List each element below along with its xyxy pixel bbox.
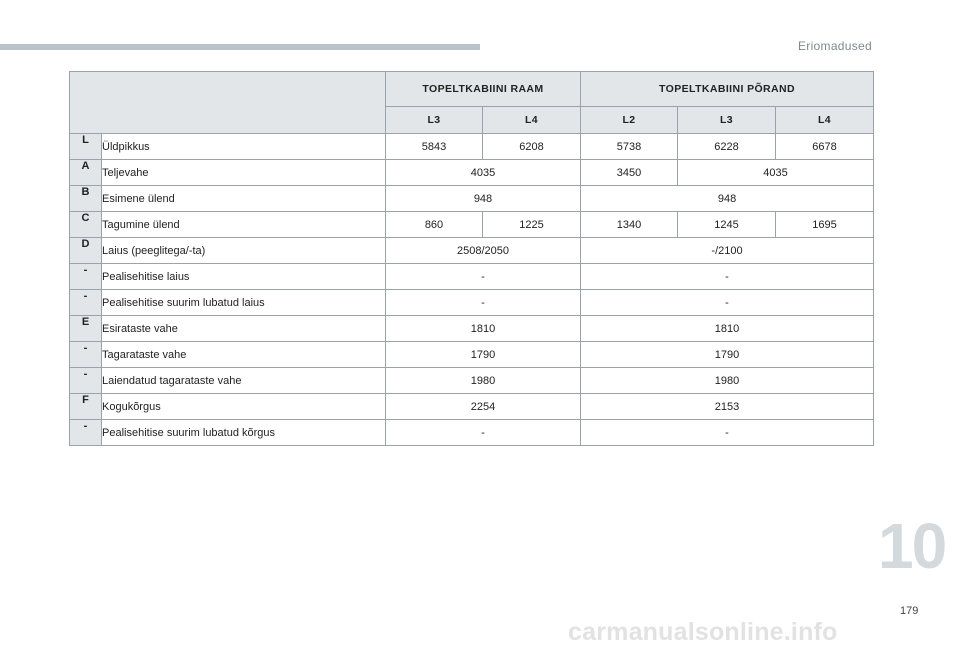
row-letter: D bbox=[70, 238, 102, 264]
table-cell: - bbox=[581, 264, 874, 290]
page-number: 179 bbox=[900, 605, 919, 617]
table-cell: 1225 bbox=[483, 212, 581, 238]
sub-header: L3 bbox=[386, 107, 483, 134]
row-letter: - bbox=[70, 342, 102, 368]
table-cell: 1810 bbox=[386, 316, 581, 342]
table-row bbox=[70, 160, 874, 186]
table-cell: -/2100 bbox=[581, 238, 874, 264]
sub-header: L4 bbox=[483, 107, 581, 134]
row-label: Pealisehitise suurim lubatud kõrgus bbox=[102, 420, 386, 446]
table-cell: 1790 bbox=[386, 342, 581, 368]
row-letter: - bbox=[70, 264, 102, 290]
table-cell: 4035 bbox=[678, 160, 874, 186]
table-row bbox=[70, 264, 874, 290]
table-cell: 1340 bbox=[581, 212, 678, 238]
table-cell: 2508/2050 bbox=[386, 238, 581, 264]
sub-header: L3 bbox=[678, 107, 776, 134]
table-row bbox=[70, 290, 874, 316]
row-label: Üldpikkus bbox=[102, 134, 386, 160]
table-cell: 860 bbox=[386, 212, 483, 238]
table-row bbox=[70, 186, 874, 212]
table-cell: 5843 bbox=[386, 134, 483, 160]
row-letter: E bbox=[70, 316, 102, 342]
table-row bbox=[70, 342, 874, 368]
row-letter: - bbox=[70, 290, 102, 316]
table-cell: 1245 bbox=[678, 212, 776, 238]
row-label: Laiendatud tagarataste vahe bbox=[102, 368, 386, 394]
chapter-number: 10 bbox=[878, 510, 946, 582]
row-letter: B bbox=[70, 186, 102, 212]
dimensions-table bbox=[69, 71, 874, 446]
sub-header: L4 bbox=[776, 107, 874, 134]
watermark-text: carmanualsonline.info bbox=[568, 618, 838, 646]
table-corner bbox=[70, 72, 386, 134]
table-row bbox=[70, 316, 874, 342]
table-group-header-row bbox=[70, 72, 874, 107]
section-title: Eriomadused bbox=[797, 39, 872, 53]
table-row bbox=[70, 212, 874, 238]
row-letter: A bbox=[70, 160, 102, 186]
table-row bbox=[70, 368, 874, 394]
group-header-porand: TOPELTKABIINI PÕRAND bbox=[581, 72, 874, 107]
table-cell: 6228 bbox=[678, 134, 776, 160]
table-cell: 1810 bbox=[581, 316, 874, 342]
table-row bbox=[70, 238, 874, 264]
table-cell: 948 bbox=[386, 186, 581, 212]
table-cell: - bbox=[581, 290, 874, 316]
table-cell: - bbox=[386, 290, 581, 316]
table-cell: 5738 bbox=[581, 134, 678, 160]
row-label: Esirataste vahe bbox=[102, 316, 386, 342]
table-cell: 1980 bbox=[386, 368, 581, 394]
header-divider-bar bbox=[0, 44, 480, 50]
table-cell: - bbox=[386, 264, 581, 290]
table-cell: - bbox=[581, 420, 874, 446]
table-row bbox=[70, 420, 874, 446]
table-cell: 2254 bbox=[386, 394, 581, 420]
table-cell: 948 bbox=[581, 186, 874, 212]
row-letter: - bbox=[70, 368, 102, 394]
table-cell: - bbox=[386, 420, 581, 446]
row-label: Esimene ülend bbox=[102, 186, 386, 212]
table-row bbox=[70, 394, 874, 420]
row-label: Tagarataste vahe bbox=[102, 342, 386, 368]
row-label: Tagumine ülend bbox=[102, 212, 386, 238]
row-label: Laius (peeglitega/-ta) bbox=[102, 238, 386, 264]
table-cell: 6208 bbox=[483, 134, 581, 160]
table-cell: 1980 bbox=[581, 368, 874, 394]
row-letter: C bbox=[70, 212, 102, 238]
table-cell: 1695 bbox=[776, 212, 874, 238]
row-label: Teljevahe bbox=[102, 160, 386, 186]
table-cell: 6678 bbox=[776, 134, 874, 160]
table-cell: 2153 bbox=[581, 394, 874, 420]
table-cell: 3450 bbox=[581, 160, 678, 186]
group-header-raam: TOPELTKABIINI RAAM bbox=[386, 72, 581, 107]
table-cell: 4035 bbox=[386, 160, 581, 186]
row-letter: - bbox=[70, 420, 102, 446]
row-letter: F bbox=[70, 394, 102, 420]
table-cell: 1790 bbox=[581, 342, 874, 368]
row-label: Kogukõrgus bbox=[102, 394, 386, 420]
row-label: Pealisehitise laius bbox=[102, 264, 386, 290]
row-letter: L bbox=[70, 134, 102, 160]
sub-header: L2 bbox=[581, 107, 678, 134]
row-label: Pealisehitise suurim lubatud laius bbox=[102, 290, 386, 316]
table-row bbox=[70, 134, 874, 160]
